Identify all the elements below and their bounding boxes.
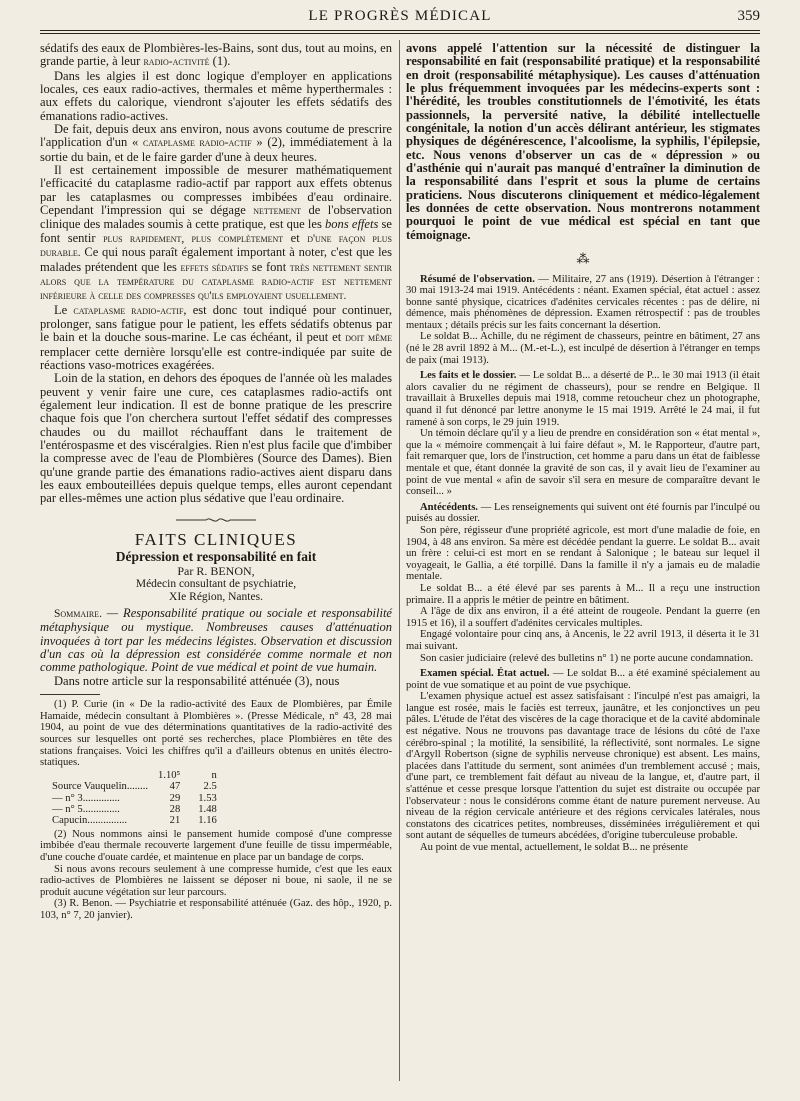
table-row: — n° 5.............. 28 1.48 [52,803,217,815]
affiliation: Médecin consultant de psychiatrie, [135,578,297,591]
asterism: ⁂ [576,251,590,267]
byline: Par R. BENON, [177,563,255,578]
paragraph: De fait, depuis deux ans environ, nous avons coutume de prescrire l'application d'un « cataplasme radio-actif » (2), immédiatement à la sortie du bain, et de le faire garder d'une à deux heures. [40,122,392,164]
footnote: Si nous avons recours seulement à une compresse humide, c'est que les eaux radio-actives de Plombières ne laissent se déposer ni boue, ni saole, il ne se produit aucune végétation sur leur parcours. [40,863,392,898]
paragraph: avons appelé l'attention sur la nécessité de distinguer la responsabilité en fait (responsabilité pratique) et la responsabilité en droit (responsabilité métaphysique). Les causes d'atténuation le plus fréquemment invoquées par les médecins-experts sont : l'hérédité, les troubles constitutionnels de l'émotivité, les états passionnels, la perversité native, la débilité intellectuelle congénitale, la notion d'un accès délirant antérieur, les stigmates physiques de dégénérescence, l'alcoolisme, la syphilis, l'épilepsie, etc. Nous venons d'observer un cas de « dépression » ou d'asthénie qui n'aurait pas manqué d'entraîner la diminution de la responsabilité dans l'esprit et sous la plume de certains praticiens. Nous discuterons cliniquement et médico-légalement les données de cette observation. Nous montrerons notamment pourquoi le point de vue médical est spécial en tant que témoignage. [406,41,760,242]
paragraph: sédatifs des eaux de Plombières-les-Bains, sont dus, tout au moins, en grande partie, à leur radio-activité (1). [40,41,392,69]
column-divider [399,40,400,1081]
table-row: Capucin............... 21 1.16 [52,815,217,827]
table-row: Source Vauquelin........ 47 2.5 [52,781,217,793]
article-title: Dépression et responsabilité en fait [115,549,317,565]
running-title: LE PROGRÈS MÉDICAL [308,8,492,24]
paragraph: Loin de la station, en dehors des époques de l'année où les malades peuvent y venir faire une cure, ces cataplasmes radio-actifs ont également leur indication. Il est de bonne pratique de les prescrire chaque fois que l'on cherchera surtout l'effet sédatif des compresses chaudes ou du maillot réchauffant dans le traitement de l'entérospasme et des viscéralgies. Rien n'est plus facile que d'imbiber la compresse avec de l'eau de Plombières (Source des Dames). Bien qu'une grande partie des émanations radio-actives aient disparu dans les eaux embouteillées depuis quelque temps, elles auront cependant par elles-mêmes une action plus sédative que l'eau ordinaire. [40,371,392,506]
footnote: (2) Nous nommons ainsi le pansement humide composé d'une compresse imbibée d'eau thermale recouverte largement d'une feuille de tissu imperméable, d'une couche d'ouate cardée, et maintenue en place par un bandage de corps. [40,828,392,863]
paragraph: Il est certainement impossible de mesurer mathématiquement l'efficacité du cataplasme radio-actif par rapport aux effets obtenus par les cataplasmes ou compresses imbibées d'eau ordinaire. Cependant l'impression qui se dégage nettement de l'observation clinique des malades soumis à cette pratique, est que les bons effets se font sentir plus rapidement, plus complètement et d'une façon plus durable. Ce qui nous paraît également important à noter, c'est que les malades prétendent que les effets sédatifs se font très nettement sentir alors que la température du cataplasme radio-actif est nettement inférieure à celle des compresses qu'ils employaient usuellement. [40,163,393,303]
facts-section: Les faits et le dossier. — Le soldat B... a déserté de P... le 30 mai 1913 (il était alors cavalier du ne régiment de chasseurs), pour se rendre en Belgique. Il travaillait à Bruxelles depuis mai 1918, comme retoucheur chez un photographe, quand il fut dénoncé par lettre anonyme le 15 mai 1919. Arrêté le 24 mai, il fut ramené à son corps, le 29 juin 1919. [406,370,760,428]
page-number: 359 [737,8,760,24]
affiliation: XIe Région, Nantes. [169,590,263,603]
paragraph: Son père, régisseur d'une propriété agricole, est mort d'une maladie de foie, en 1904, à 48 ans environ. Sa mère est décédée pendant la guerre. Le soldat B... avait un frère : celui-ci est mort en se rendant à Salonique ; le bateau sur lequel il voyageait, le Gallia, a été torpillé. Dans la famille il n'y a jamais eu de maladie mentale. [406,524,760,583]
header-rule [40,30,760,34]
table-header-row: 1.10⁵ n [158,769,217,781]
observation-summary: Résumé de l'observation. — Militaire, 27 ans (1919). Désertion à l'étranger : 30 mai 1913-24 mai 1919. Antécédents : néant. Examen spécial, état actuel : assez bonne santé physique, cicatrices d'adénites cervicales récentes : pas de délire, ni démence, mais phénomènes de dépression. Examen rétrospectif : pas de troubles mentaux ; détails précis sur les faits concernant la désertion. [406,273,760,331]
paragraph: Le cataplasme radio-actif, est donc tout indiqué pour continuer, prolonger, sans fatigue pour le patient, les effets sédatifs obtenus par le bain et la douche sous-marine. Le cas échéant, il peut et doit même remplacer cette dernière lorsqu'elle est contre-indiquée par suite de réactions vaso-motrices exagérées. [40,302,393,372]
running-head [40,8,760,28]
paragraph: Un témoin déclare qu'il y a lieu de prendre en considération son « état mental », que la « mémoire commençait à lui faire défaut », M. le Rapporteur, d'autre part, fait remarquer que, lors de l'instruction, cet homme a paru dans un état de faiblesse mentale et que, étant donnée la gravité de son cas, il y avait lieu de l'examiner au point de vue mental « afin de savoir s'il sera en mesure de comparaître devant le conseil... » [406,428,760,498]
article-intro: Dans notre article sur la responsabilité atténuée (3), nous [54,673,340,688]
paragraph: L'examen physique actuel est assez satisfaisant : l'inculpé n'est pas amaigri, la langue est rosée, mais le faciès est terreux, jaunâtre, et les conjonctives un peu pâles. L'étude de l'état des viscères de la cage thoracique et de la cavité abdominale est négative. Nous ne trouvons pas davantage trace de lésions du côté de l'axe cérébro-spinal ; la motilité, la sensibilité, la réflectivité, sont normales. Le signe d'Argyll Robertson (signe de syphilis nerveuse chronique) est absent. Les mains, placées dans l'attitude du serment, sont animées d'un tremblement accusé ; mais, d'une part, ce tremblement fait défaut au niveau de la langue, et, d'autre part, il s'atténue et cesse presque lorsque l'attention du sujet est distraite ou occupée par l'observateur : nous le considérons comme étant de nature purement nerveuse. Au niveau de la région cervicale antérieure et des régions cervicales latérales, nous constatons des cicatrices petites, nombreuses, disséminées irrégulièrement et qui sont autant de séquelles de tumeurs abcédées, d'origine tuberculeuse probable. [406,691,760,842]
footnote: (1) P. Curie (in « De la radio-activité des Eaux de Plombières, par Émile Hamaide, médecin consultant à Plombières ». (Presse Médicale, n° 43, 28 mai 1904, au point de vue des déterminations quantitatives de la radio-activité des sources sur lesquelles ont porté ses recherches, place Plombières en tête des stations françaises. Voici les chiffres qu'il a d'ailleurs obtenus en unités électro-statiques. [40,699,392,769]
radioactivity-table [52,770,235,827]
left-column [40,42,392,921]
paragraph: Dans les algies il est donc logique d'employer en applications locales, ces eaux radio-actives, thermales et même hyperthermales : aux effets du calorique, viendront s'ajouter les effets sédatifs des émanations radio-actives. [40,68,392,123]
table-row: — n° 3.............. 29 1.53 [52,792,217,804]
ornament-divider [40,514,392,527]
paragraph: Le soldat B... Achille, du ne régiment de chasseurs, peintre en bâtiment, 27 ans (né le 28 avril 1892 à M... (M.-et-L.), est inculpé de désertion à l'étranger en temps de paix (mai 1913). [406,331,760,366]
paragraph: A l'âge de dix ans environ, il a été atteint de rougeole. Pendant la guerre (en 1915 et 16), il a souffert d'adénites cervicales multiples. [406,606,760,629]
paragraph: Son casier judiciaire (relevé des bulletins n° 1) ne porte aucune condamnation. [420,652,754,664]
paragraph: Au point de vue mental, actuellement, le soldat B... ne présente [420,842,688,853]
paragraph: Engagé volontaire pour cinq ans, à Ancenis, le 22 avril 1913, il déserta it le 31 mai suivant. [406,629,760,652]
summary: Sommaire. — Responsabilité pratique ou sociale et responsabilité métaphysique ou mystique. Nombreuses causes d'atténuation invoquées à tort par les médecins légistes. Observation et discussion d'un cas où la dépression est considérée comme normale et non comme pathologique. Point de vue médical et point de vue humain. [40,606,392,675]
history-section: Antécédents. — Les renseignements qui suivent ont été fournis par l'inculpé ou puisés au dossier. [406,501,760,525]
section-title: FAITS CLINIQUES [134,530,298,550]
footnote-rule [40,694,100,695]
paragraph: Le soldat B... a été élevé par ses parents à M... Il a reçu une instruction primaire. Il a appris le métier de peintre en bâtiment. [406,582,760,606]
footnote: (3) R. Benon. — Psychiatrie et responsabilité atténuée (Gaz. des hôp., 1920, p. 103, n° 7, 20 janvier). [40,898,392,921]
right-column [406,42,760,854]
exam-section: Examen spécial. État actuel. — Le soldat B... a été examiné spécialement au point de vue somatique et au point de vue psychique. [406,668,760,691]
